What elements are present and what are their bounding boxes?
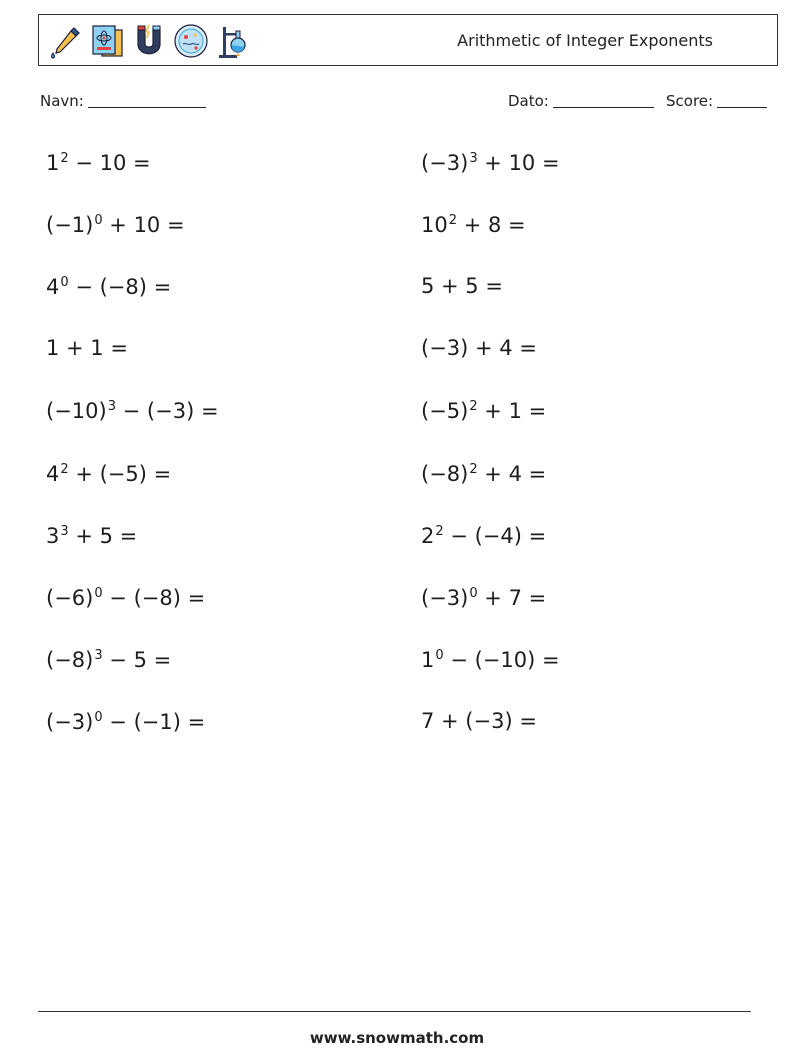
science-book-icon bbox=[89, 23, 125, 59]
footer-url: www.snowmath.com bbox=[309, 1029, 485, 1047]
problem-18 bbox=[421, 649, 560, 671]
problem-exponent: 2 bbox=[435, 523, 444, 539]
problem-13 bbox=[46, 525, 137, 547]
problem-9 bbox=[46, 400, 219, 422]
problem-base: (−10) bbox=[46, 399, 107, 424]
problem-rest: + 4 = bbox=[477, 461, 547, 486]
footer-divider bbox=[38, 1011, 751, 1012]
date-label: Dato: bbox=[508, 92, 549, 110]
problem-3 bbox=[46, 214, 185, 236]
problem-base: 1 bbox=[421, 647, 435, 672]
problem-6 bbox=[421, 276, 503, 297]
problem-exponent: 3 bbox=[94, 647, 103, 663]
header-box bbox=[38, 14, 778, 66]
problem-rest: − (−3) = bbox=[115, 399, 219, 424]
problem-exponent: 2 bbox=[60, 461, 69, 477]
problem-rest: − (−4) = bbox=[443, 523, 547, 548]
problem-base: (−6) bbox=[46, 585, 94, 610]
problem-base: 1 + 1 = bbox=[46, 336, 128, 361]
problem-12 bbox=[421, 463, 546, 485]
name-field[interactable] bbox=[40, 92, 206, 110]
petri-dish-icon bbox=[173, 23, 209, 59]
problem-exponent: 2 bbox=[60, 151, 69, 166]
problem-20 bbox=[421, 708, 537, 733]
problem-exponent: 0 bbox=[469, 585, 478, 601]
problem-base: 4 bbox=[46, 461, 60, 486]
problem-16 bbox=[421, 587, 546, 609]
problem-exponent: 2 bbox=[469, 461, 478, 477]
problem-11 bbox=[46, 463, 171, 485]
problem-rest: − 5 = bbox=[102, 647, 172, 672]
problem-rest: + 1 = bbox=[477, 399, 547, 424]
problem-base: (−8) bbox=[421, 461, 469, 486]
problem-base: 7 + (−3) = bbox=[421, 708, 537, 733]
problem-rest: + 8 = bbox=[457, 213, 526, 238]
problem-rest: − 10 = bbox=[68, 151, 151, 175]
dropper-icon bbox=[47, 23, 83, 59]
problem-exponent: 2 bbox=[448, 213, 458, 229]
problem-rest: + (−5) = bbox=[68, 461, 172, 486]
problem-base: (−3) bbox=[421, 151, 469, 175]
problem-exponent: 3 bbox=[469, 151, 478, 166]
problem-exponent: 3 bbox=[60, 523, 69, 539]
problem-base: 10 bbox=[421, 213, 448, 238]
problem-2 bbox=[421, 152, 560, 174]
lab-stand-icon bbox=[215, 23, 251, 59]
problem-8 bbox=[421, 338, 537, 359]
problem-exponent: 0 bbox=[435, 647, 444, 663]
date-blank[interactable] bbox=[553, 93, 654, 108]
problem-base: 2 bbox=[421, 523, 435, 548]
problem-rest: − (−1) = bbox=[102, 709, 206, 734]
problem-7 bbox=[46, 338, 128, 359]
problem-exponent: 0 bbox=[94, 709, 103, 725]
score-field[interactable] bbox=[666, 92, 767, 110]
worksheet-title: Arithmetic of Integer Exponents bbox=[457, 31, 713, 50]
problem-base: (−3) bbox=[46, 709, 94, 734]
problem-14 bbox=[421, 525, 546, 547]
problem-exponent: 0 bbox=[94, 213, 103, 229]
problem-base: (−1) bbox=[46, 213, 94, 238]
problem-exponent: 0 bbox=[60, 275, 69, 291]
problem-base: 3 bbox=[46, 523, 60, 548]
problem-rest: − (−8) = bbox=[68, 275, 172, 300]
name-blank[interactable] bbox=[88, 93, 206, 108]
problem-base: (−5) bbox=[421, 399, 469, 424]
problem-base: 1 bbox=[46, 151, 60, 175]
problem-rest: − (−10) = bbox=[443, 647, 560, 672]
problem-exponent: 0 bbox=[94, 585, 103, 601]
problem-base: 5 + 5 = bbox=[421, 274, 503, 299]
problem-base: 4 bbox=[46, 275, 60, 300]
problem-exponent: 3 bbox=[107, 399, 116, 415]
problem-base: (−3) + 4 = bbox=[421, 336, 537, 361]
problem-10 bbox=[421, 400, 546, 422]
problem-rest: + 10 = bbox=[477, 151, 560, 175]
problem-rest: + 7 = bbox=[477, 585, 547, 610]
problem-base: (−8) bbox=[46, 647, 94, 672]
date-field[interactable] bbox=[508, 92, 654, 110]
problem-rest: + 5 = bbox=[68, 523, 138, 548]
score-blank[interactable] bbox=[717, 93, 767, 108]
problem-exponent: 2 bbox=[469, 399, 478, 415]
problem-1 bbox=[46, 152, 151, 174]
header-icons bbox=[47, 20, 251, 62]
name-label: Navn: bbox=[40, 92, 84, 110]
problem-19 bbox=[46, 711, 205, 733]
problem-rest: + 10 = bbox=[102, 213, 185, 238]
score-label: Score: bbox=[666, 92, 714, 110]
magnet-icon bbox=[131, 23, 167, 59]
problem-15 bbox=[46, 587, 205, 609]
problem-rest: − (−8) = bbox=[102, 585, 206, 610]
problem-4 bbox=[421, 214, 526, 236]
problem-base: (−3) bbox=[421, 585, 469, 610]
problem-5 bbox=[46, 276, 171, 298]
problem-17 bbox=[46, 649, 171, 671]
